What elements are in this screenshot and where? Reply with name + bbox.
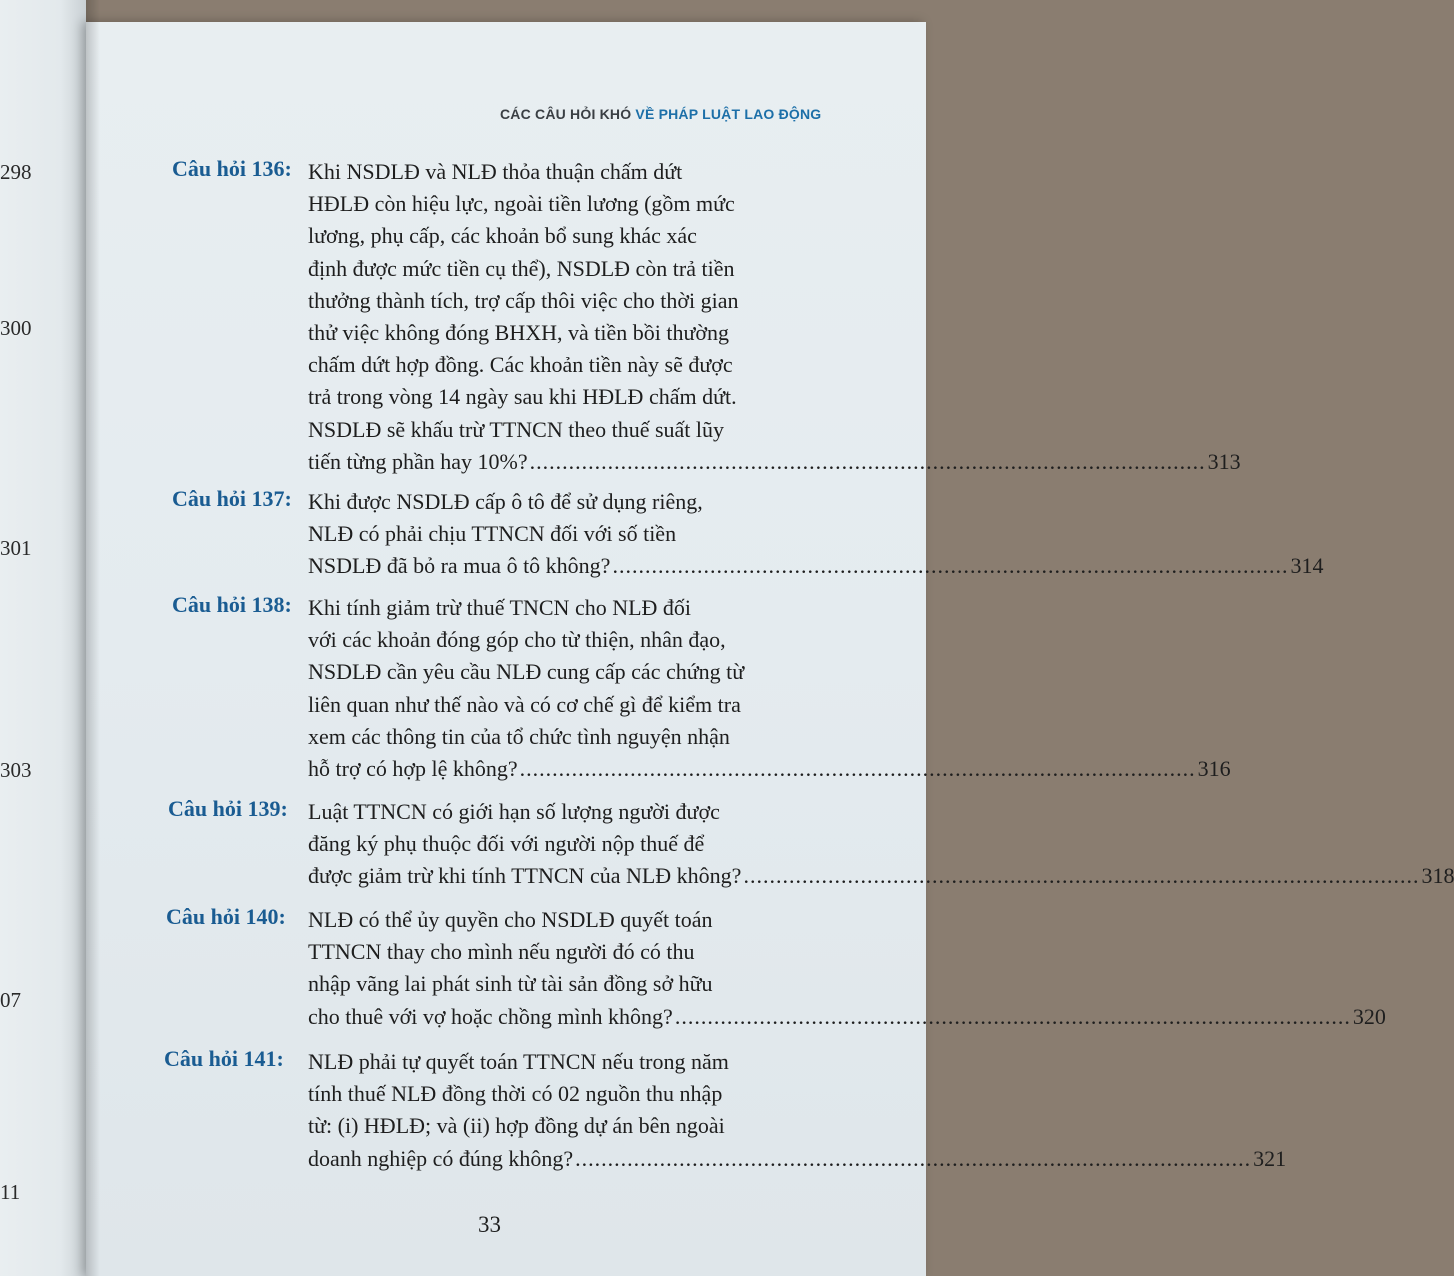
question-line: NSDLĐ cần yêu cầu NLĐ cung cấp các chứng từ [308, 659, 745, 685]
question-last-line [308, 1001, 1386, 1033]
page-reference: 313 [1207, 448, 1241, 474]
question-line: doanh nghiệp có đúng không? [308, 1145, 574, 1171]
question-last-line [308, 753, 1231, 785]
question-text [308, 156, 1241, 478]
facing-page-number: 303 [0, 758, 32, 782]
question-text [308, 486, 1324, 583]
page-spine-shadow [86, 0, 100, 1276]
running-header-accent: VỀ PHÁP LUẬT LAO ĐỘNG [635, 106, 822, 122]
question-line: thưởng thành tích, trợ cấp thôi việc cho thời gian [308, 287, 739, 313]
question-line: NLĐ có thể ủy quyền cho NSDLĐ quyết toán [308, 907, 713, 932]
question-line: tính thuế NLĐ đồng thời có 02 nguồn thu nhập [308, 1081, 723, 1107]
dot-leader: ........................................................................................................ [575, 1145, 1252, 1171]
question-text [308, 1046, 1287, 1175]
question-text [308, 796, 1454, 893]
page-reference: 314 [1290, 553, 1324, 579]
question-line: cho thuê với vợ hoặc chồng mình không? [308, 1003, 673, 1029]
question-line: NSDLĐ đã bỏ ra mua ô tô không? [308, 553, 611, 579]
dot-leader: ........................................................................................................ [519, 756, 1196, 782]
running-header [500, 106, 822, 122]
question-line: với các khoản đóng góp cho từ thiện, nhân đạo, [308, 627, 726, 653]
question-label: Câu hỏi 137: [172, 486, 292, 511]
dot-leader: ........................................................................................................ [612, 553, 1289, 579]
question-line: NLĐ phải tự quyết toán TTNCN nếu trong năm [308, 1049, 729, 1074]
question-line: hỗ trợ có hợp lệ không? [308, 756, 518, 782]
question-line: từ: (i) HĐLĐ; và (ii) hợp đồng dự án bên ngoài [308, 1113, 725, 1139]
dot-leader: ........................................................................................................ [674, 1003, 1351, 1029]
question-line: NSDLĐ sẽ khấu trừ TTNCN theo thuế suất lũy [308, 416, 725, 442]
dot-leader: ........................................................................................................ [743, 863, 1420, 889]
question-line: thử việc không đóng BHXH, và tiền bồi thường [308, 320, 730, 346]
facing-page-number: 301 [0, 536, 32, 560]
question-label: Câu hỏi 138: [172, 592, 292, 617]
question-last-line [308, 446, 1241, 478]
question-line: tiến từng phần hay 10%? [308, 448, 528, 474]
page-reference: 316 [1197, 756, 1231, 782]
question-line: Khi tính giảm trừ thuế TNCN cho NLĐ đối [308, 595, 692, 620]
facing-page-number: 07 [0, 988, 21, 1012]
question-line: đăng ký phụ thuộc đối với người nộp thuế để [308, 831, 705, 857]
question-label: Câu hỏi 141: [164, 1046, 284, 1071]
facing-page [0, 0, 86, 1276]
page-number: 33 [478, 1212, 501, 1237]
running-header-prefix: CÁC CÂU HỎI KHÓ [500, 106, 636, 122]
question-line: nhập vãng lai phát sinh từ tài sản đồng sở hữu [308, 971, 713, 997]
question-line: chấm dứt hợp đồng. Các khoản tiền này sẽ được [308, 352, 733, 378]
facing-page-number: 11 [0, 1180, 21, 1204]
question-text [308, 592, 1231, 785]
question-line: Luật TTNCN có giới hạn số lượng người được [308, 799, 720, 824]
question-text [308, 904, 1386, 1033]
question-line: lương, phụ cấp, các khoản bổ sung khác xác [308, 223, 697, 249]
facing-page-number: 298 [0, 160, 32, 184]
page-reference: 318 [1421, 863, 1454, 889]
dot-leader: ........................................................................................................ [529, 448, 1206, 474]
question-label: Câu hỏi 139: [168, 796, 288, 821]
question-line: HĐLĐ còn hiệu lực, ngoài tiền lương (gồm mức [308, 191, 735, 217]
question-last-line [308, 1143, 1287, 1175]
question-label: Câu hỏi 136: [172, 156, 292, 181]
question-line: định được mức tiền cụ thể), NSDLĐ còn trả tiền [308, 255, 735, 281]
question-line: NLĐ có phải chịu TTNCN đối với số tiền [308, 521, 677, 547]
question-line: trả trong vòng 14 ngày sau khi HĐLĐ chấm dứt. [308, 384, 737, 410]
question-last-line [308, 860, 1454, 892]
page-reference: 321 [1253, 1145, 1287, 1171]
page-reference: 320 [1352, 1003, 1386, 1029]
facing-page-number: 300 [0, 316, 32, 340]
question-line: Khi NSDLĐ và NLĐ thỏa thuận chấm dứt [308, 159, 683, 184]
question-line: được giảm trừ khi tính TTNCN của NLĐ không? [308, 863, 742, 889]
question-label: Câu hỏi 140: [166, 904, 286, 929]
question-last-line [308, 550, 1324, 582]
question-line: TTNCN thay cho mình nếu người đó có thu [308, 939, 695, 965]
question-line: liên quan như thế nào và có cơ chế gì để kiểm tra [308, 691, 741, 717]
question-line: Khi được NSDLĐ cấp ô tô để sử dụng riêng, [308, 489, 703, 514]
question-line: xem các thông tin của tổ chức tình nguyện nhận [308, 723, 730, 749]
